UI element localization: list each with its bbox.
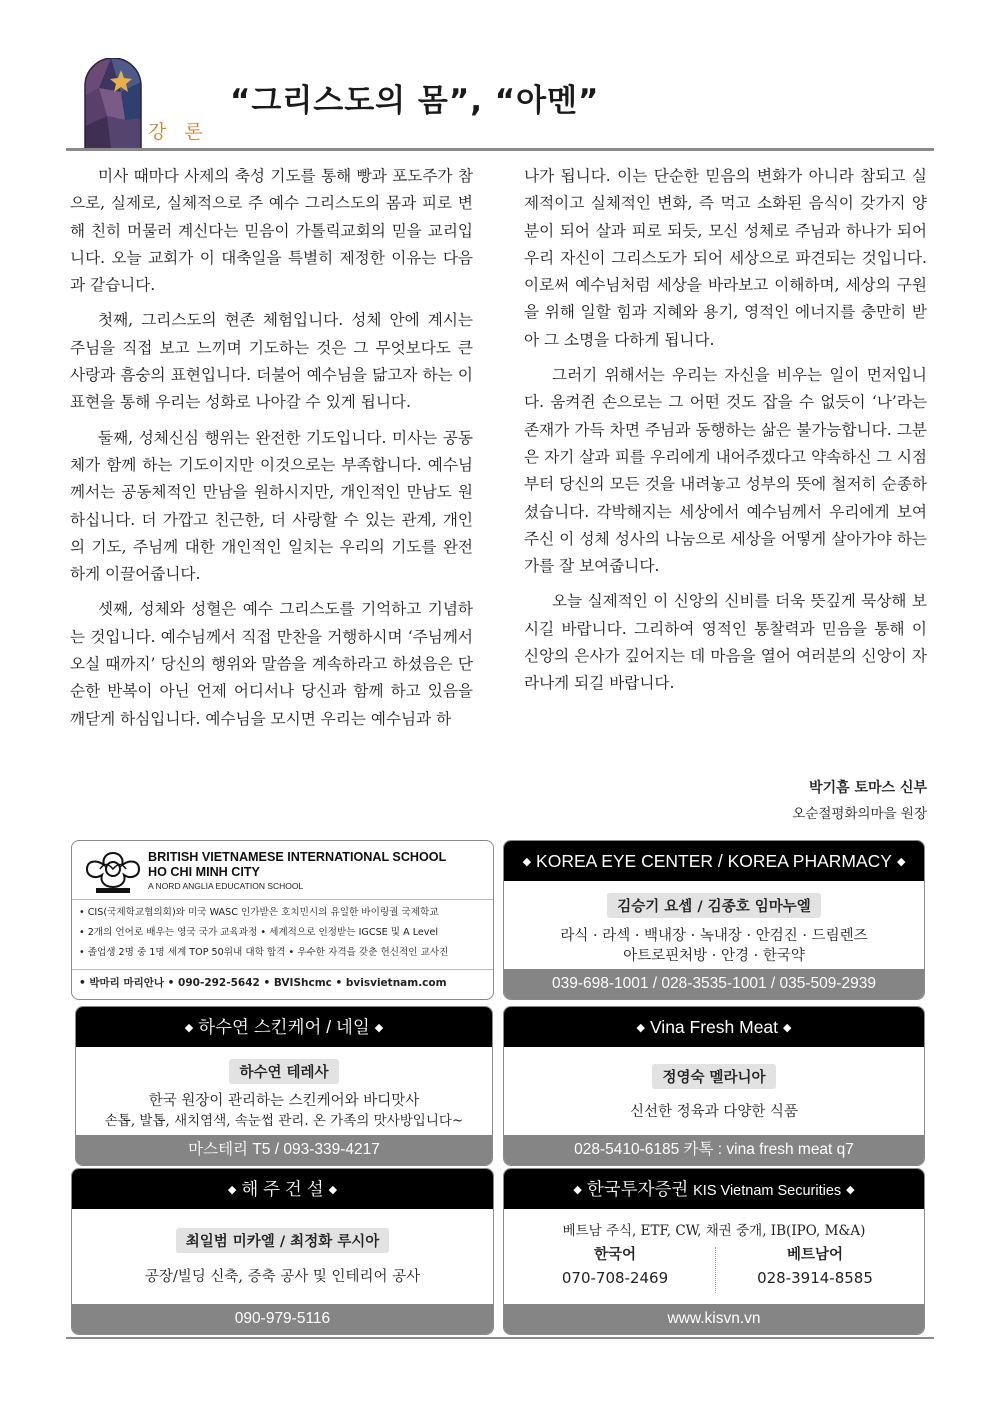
contact-vietnamese: [710, 1244, 920, 1290]
diamond-icon: ◆: [522, 856, 532, 869]
ad-title: Vina Fresh Meat: [649, 1017, 779, 1037]
ad-footer-contact: 028-5410-6185 카톡 : vina fresh meat q7: [504, 1135, 924, 1165]
ad-title-en: KIS Vietnam Securities: [693, 1183, 842, 1199]
footer-divider: [66, 1337, 934, 1339]
ad-title: 하수연 스킨케어 / 네일: [198, 1017, 370, 1037]
school-subtitle: A NORD ANGLIA EDUCATION SCHOOL: [148, 881, 304, 891]
diamond-icon: ◆: [227, 1184, 237, 1197]
ad-description: 손톱, 발톱, 새치염색, 속눈썹 관리. 온 가족의 맛사방입니다~: [104, 1113, 464, 1129]
language-label: 한국어: [593, 1247, 637, 1263]
feature-item: • 졸업생 2명 중 1명 세계 TOP 50위내 대학 합격 • 우수한 자격을 갖춘 헌신적인 교사진: [79, 947, 449, 958]
diamond-icon: ◆: [896, 856, 906, 869]
diamond-icon: ◆: [374, 1022, 384, 1035]
paragraph: 첫째, 그리스도의 현존 체험입니다. 성체 안에 계시는 주님을 직접 보고 느끼며 기도하는 것은 그 무엇보다도 큰 사랑과 흠숭의 표현입니다. 더불어 예수님을 닮고자 하는 이 표현을 통해 우리는 성화로 나아갈 수 있게 됩니다.: [70, 311, 473, 412]
author-name: 박기흠 토마스 신부: [809, 780, 927, 796]
ad-header: [504, 841, 924, 881]
ad-description: 한국 원장이 관리하는 스킨케어와 바디맛사: [148, 1093, 420, 1109]
diamond-icon: ◆: [636, 1022, 645, 1035]
ad-bvis-school: [71, 840, 494, 1000]
school-features: [79, 903, 448, 963]
ad-contact-names: 최일범 미카엘 / 최정화 루시아: [176, 1228, 390, 1253]
ad-title: 해 주 건 설: [241, 1179, 324, 1199]
school-contact: • 박마리 마리안나 • 090-292-5642 • BVIShcmc • bvisvietnam.com: [79, 977, 447, 989]
ad-title: 한국투자증권: [586, 1179, 689, 1199]
ad-contact-name: 하수연 테레사: [229, 1059, 338, 1084]
article-right-column: [524, 163, 927, 706]
paragraph: 셋째, 성체와 성혈은 예수 그리스도를 기억하고 기념하는 것입니다. 예수님께서 직접 만찬을 거행하시며 ‘주님께서 오실 때까지’ 당신의 행위와 말씀을 계속하라고 하셨음은 단순한 반복이 아닌 언제 어디서나 당신과 함께 하고 있음을 깨닫게 하심입니다. 예수님을 모시면 우리는 예수님과 하: [70, 600, 473, 728]
divider: [72, 899, 493, 900]
paragraph: 그러기 위해서는 우리는 자신을 비우는 일이 먼저입니다. 움켜쥔 손으로는 그 어떤 것도 잡을 수 없듯이 ‘나’라는 존재가 가득 차면 주님과 동행하는 삶은 불가능합니다. 그분은 자기 살과 피를 우리에게 내어주겠다고 약속하신 그 시점부터 당신의 모든 것을 내려놓고 성부의 뜻에 철저히 순종하셨습니다. 각박해지는 세상에서 예수님께서 우리에게 보여주신 이 성체 성사의 나눔으로 세상을 어떻게 살아가야 하는가를 잘 보여줍니다.: [524, 366, 927, 576]
diamond-icon: ◆: [573, 1184, 582, 1197]
ad-vina-fresh-meat: [503, 1006, 925, 1166]
author-role: 오순절평화의마을 원장: [792, 806, 927, 822]
ad-services: 아트로핀처방 · 안경 · 한국약: [623, 948, 805, 964]
ad-contact-names: 김승기 요셉 / 김종호 임마누엘: [607, 893, 821, 918]
paragraph: 나가 됩니다. 이는 단순한 믿음의 변화가 아니라 참되고 실제적이고 실체적인 변화, 즉 먹고 소화된 음식이 갖가지 양분이 되어 살과 피로 되듯, 모신 성체로 주님과 하나가 되어 우리 자신이 그리스도가 되어 세상으로 파견되는 것입니다. 이로써 예수님처럼 세상을 바라보고 이해하며, 세상의 구원을 위해 일할 힘과 지혜와 용기, 영적인 에너지를 충만히 받아 그 소명을 다하게 됩니다.: [524, 167, 927, 349]
ad-title: KOREA EYE CENTER / KOREA PHARMACY: [536, 851, 892, 871]
ad-footer-website: www.kisvn.vn: [504, 1304, 924, 1334]
ad-korea-eye-center: [503, 840, 925, 1000]
school-name-line: HO CHI MINH CITY: [148, 865, 260, 879]
feature-item: • 2개의 언어로 배우는 영국 국가 교육과정 • 세계적으로 인정받는 IGCSE 및 A Level: [79, 927, 439, 938]
paragraph: 둘째, 성체신심 행위는 완전한 기도입니다. 미사는 공동체가 함께 하는 기도이지만 이것으로는 부족합니다. 예수님께서는 공동체적인 만남을 원하시지만, 개인적인 만남도 원하십니다. 더 가깝고 친근한, 더 사랑할 수 있는 관계, 개인의 기도, 주님께 대한 개인적인 일치는 우리의 기도를 완전하게 이끌어줍니다.: [70, 428, 473, 584]
ad-services: 라식 · 라섹 · 백내장 · 녹내장 · 안검진 · 드림렌즈: [560, 928, 868, 944]
feature-item: • CIS(국제학교협의회)와 미국 WASC 인가받은 호치민시의 유일한 바이링궐 국제학교: [79, 907, 439, 918]
ad-description: 공장/빌딩 신축, 증축 공사 및 인테리어 공사: [144, 1269, 421, 1285]
phone-number: 070-708-2469: [561, 1269, 669, 1287]
section-label: 강 론: [148, 121, 209, 143]
ad-services: 베트남 주식, ETF, CW, 채권 중개, IB(IPO, M&A): [562, 1223, 866, 1239]
school-name: [148, 850, 446, 880]
diamond-icon: ◆: [184, 1022, 194, 1035]
phone-number: 028-3914-8585: [757, 1269, 873, 1287]
ad-kis-securities: [503, 1168, 925, 1335]
ad-header: [504, 1007, 924, 1047]
paragraph: 오늘 실제적인 이 신앙의 신비를 더욱 뜻깊게 묵상해 보시길 바랍니다. 그리하여 영적인 통찰력과 믿음을 통해 이 신앙의 은사가 깊어지는 데 마음을 열어 여러분의 신앙이 자라나게 되길 바랍니다.: [524, 592, 927, 693]
ad-header: [76, 1007, 492, 1047]
ad-footer-phones: 039-698-1001 / 028-3535-1001 / 035-509-2939: [504, 969, 924, 999]
ad-footer-contact: 마스테리 T5 / 093-339-4217: [76, 1135, 492, 1165]
paragraph: 미사 때마다 사제의 축성 기도를 통해 빵과 포도주가 참으로, 실제로, 실체적으로 주 예수 그리스도의 몸과 피로 변해 친히 머물러 계신다는 믿음이 가톨릭교회의 믿을 교리입니다. 오늘 교회가 이 대축일을 특별히 제정한 이유는 다음과 같습니다.: [70, 167, 473, 295]
page-title: “그리스도의 몸”, “아멘”: [230, 83, 600, 119]
article-left-column: [70, 163, 473, 741]
school-name-line: BRITISH VIETNAMESE INTERNATIONAL SCHOOL: [148, 850, 447, 864]
ad-description: 신선한 정육과 다양한 식품: [630, 1104, 798, 1120]
ad-header: [72, 1169, 493, 1209]
ad-contact-name: 정영숙 멜라니아: [652, 1064, 775, 1089]
school-crest-icon: [82, 849, 144, 895]
language-label: 베트남어: [786, 1247, 844, 1263]
ad-haeju-construction: [71, 1168, 494, 1335]
diamond-icon: ◆: [846, 1184, 855, 1197]
divider: [72, 969, 493, 970]
ad-header: [504, 1169, 924, 1209]
stained-glass-logo: [81, 58, 145, 148]
ad-skincare-nail: [75, 1006, 493, 1166]
diamond-icon: ◆: [783, 1022, 792, 1035]
header-divider: [66, 148, 934, 151]
page-header: [66, 55, 934, 150]
diamond-icon: ◆: [328, 1184, 338, 1197]
contact-korean: [510, 1244, 720, 1290]
ad-footer-phone: 090-979-5116: [72, 1304, 493, 1334]
